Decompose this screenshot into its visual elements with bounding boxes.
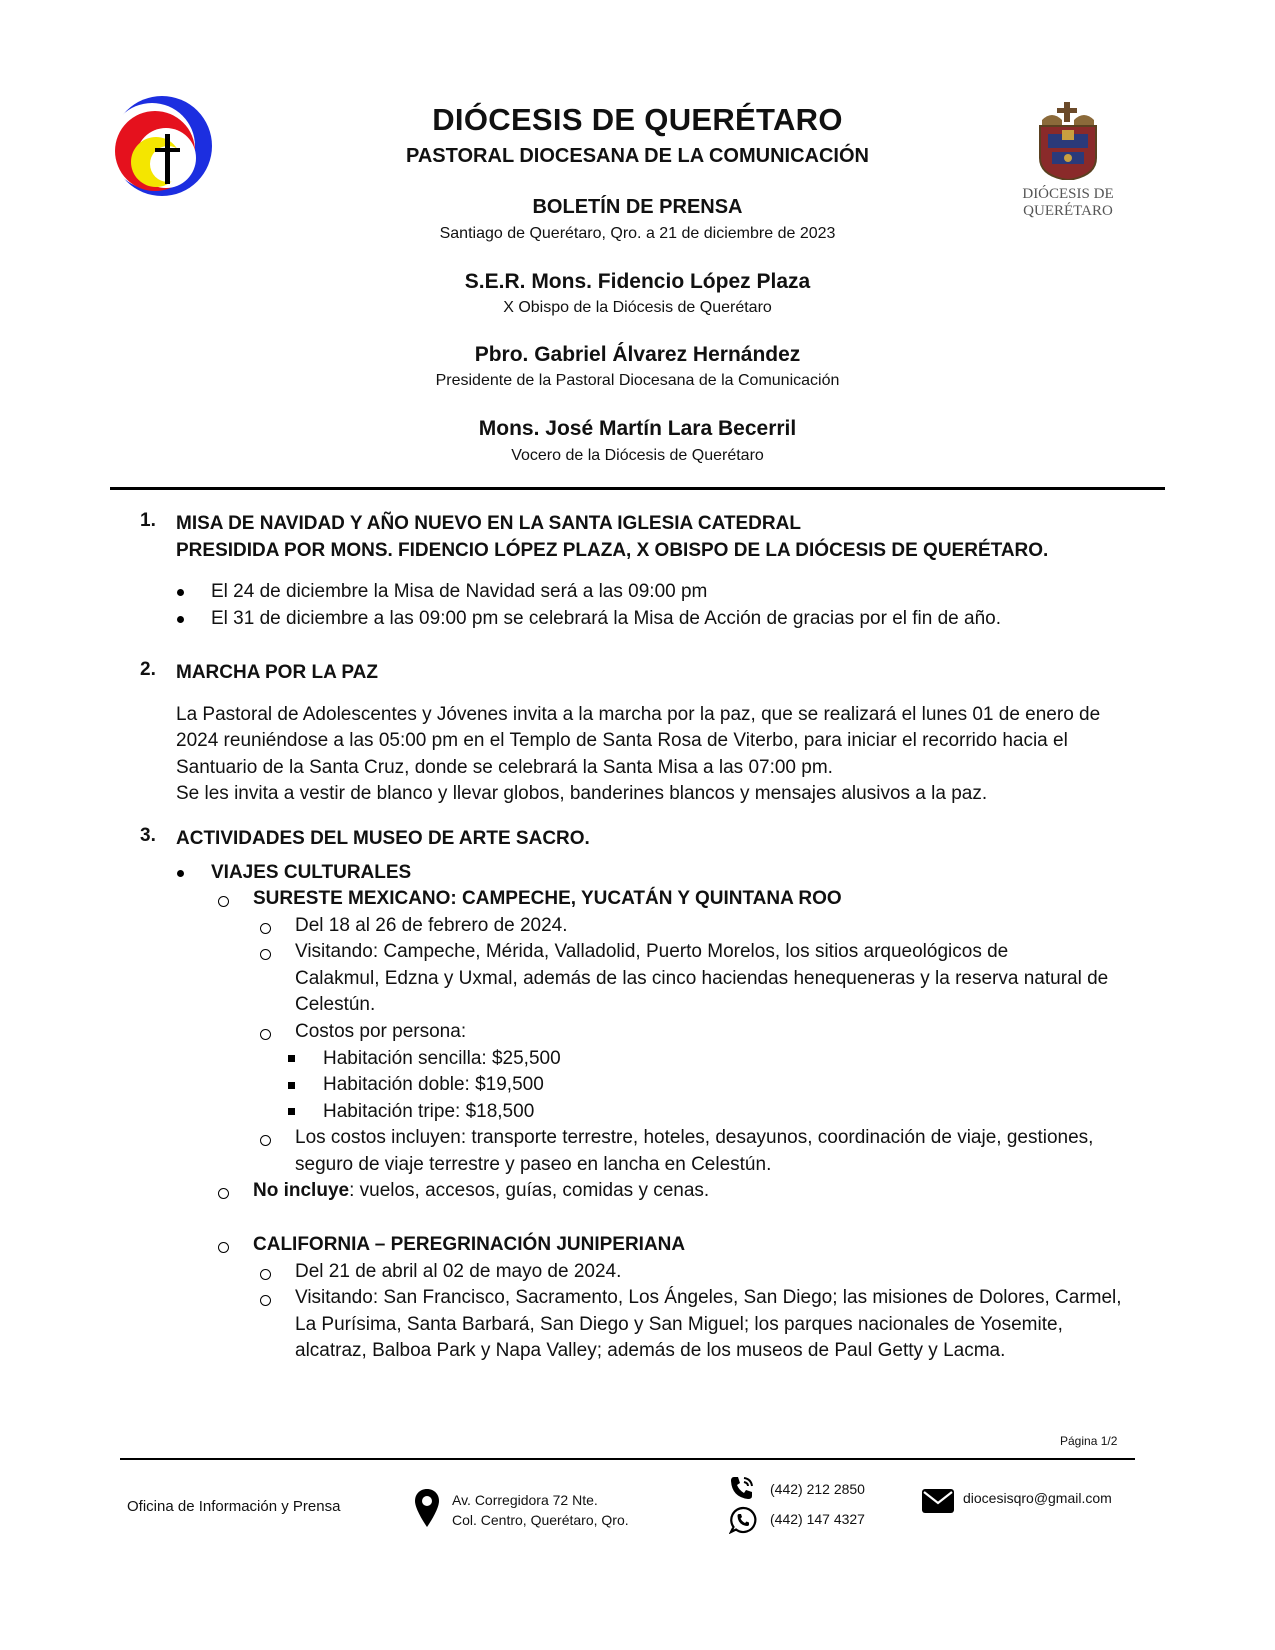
page-subtitle: PASTORAL DIOCESANA DE LA COMUNICACIÓN (406, 145, 869, 167)
trip-2-title: CALIFORNIA – PEREGRINACIÓN JUNIPERIANA (253, 1234, 686, 1255)
footer-address-2: Col. Centro, Querétaro, Qro. (452, 1512, 629, 1528)
location-pin-icon (414, 1488, 440, 1528)
footer-phone: (442) 212 2850 (770, 1481, 865, 1497)
bullet-circle (260, 949, 271, 960)
footer-email: diocesisqro@gmail.com (963, 1490, 1112, 1506)
trip-1-cost-3: Habitación tripe: $18,500 (323, 1101, 535, 1122)
bullet-circle (260, 1269, 271, 1280)
footer-address-1: Av. Corregidora 72 Nte. (452, 1492, 598, 1508)
section-2-para-line-1: La Pastoral de Adolescentes y Jóvenes invita a la marcha por la paz, que se realizará el lunes 01 de enero de (176, 704, 1101, 725)
bullet-circle (260, 923, 271, 934)
section-3-title: ACTIVIDADES DEL MUSEO DE ARTE SACRO. (176, 828, 590, 849)
phone-icon (728, 1474, 756, 1502)
trip-1-visit-line-3: Celestún. (295, 994, 376, 1015)
bullet-circle (218, 1242, 229, 1253)
trip-2-visit-line-3: alcatraz, Balboa Park y Napa Valley; además de los museos de Paul Getty y Lacma. (295, 1340, 1006, 1361)
footer-whatsapp: (442) 147 4327 (770, 1511, 865, 1527)
section-2-para-line-3: Santuario de la Santa Cruz, donde se celebrará la Santa Misa a las 07:00 pm. (176, 757, 833, 778)
section-3-number: 3. (140, 825, 156, 846)
trip-1-title: SURESTE MEXICANO: CAMPECHE, YUCATÁN Y QUINTANA ROO (253, 888, 842, 909)
section-1-bullet-2: El 31 de diciembre a las 09:00 pm se celebrará la Misa de Acción de gracias por el fin de año. (211, 608, 1002, 629)
crest-text-1: DIÓCESIS DE (1022, 186, 1114, 202)
bullet-square (288, 1108, 295, 1115)
bullet-circle (218, 1188, 229, 1199)
trip-1-visit-line-1: Visitando: Campeche, Mérida, Valladolid, Puerto Morelos, los sitios arqueológicos de (295, 941, 1009, 962)
trip-1-includes-line-2: seguro de viaje terrestre y paseo en lancha en Celestún. (295, 1154, 772, 1175)
footer-office: Oficina de Información y Prensa (127, 1498, 341, 1515)
trip-2-visit-line-1: Visitando: San Francisco, Sacramento, Los Ángeles, San Diego; las misiones de Dolores, Carmel, (295, 1287, 1122, 1308)
not-included-text: : vuelos, accesos, guías, comidas y cenas. (349, 1180, 710, 1201)
trip-1-not-included (253, 1177, 709, 1205)
section-2-para-line-2: 2024 reuniéndose a las 05:00 pm en el Templo de Santa Rosa de Viterbo, para iniciar el recorrido hacia el (176, 730, 1068, 751)
trip-1-cost-2: Habitación doble: $19,500 (323, 1074, 544, 1095)
section-3-bullet: VIAJES CULTURALES (211, 862, 412, 883)
section-1-title-line-1: MISA DE NAVIDAD Y AÑO NUEVO EN LA SANTA IGLESIA CATEDRAL (176, 513, 801, 534)
page-title: DIÓCESIS DE QUERÉTARO (432, 102, 843, 137)
person-name-1: S.E.R. Mons. Fidencio López Plaza (464, 270, 811, 293)
bullet-circle (260, 1029, 271, 1040)
not-included-label: No incluye (253, 1180, 350, 1201)
section-2-para-line-4: Se les invita a vestir de blanco y llevar globos, banderines blancos y mensajes alusivos a la paz. (176, 783, 988, 804)
person-name-2: Pbro. Gabriel Álvarez Hernández (474, 343, 801, 366)
bullet-circle (260, 1295, 271, 1306)
bullet-circle (260, 1135, 271, 1146)
section-1-number: 1. (140, 510, 156, 531)
trip-1-cost-1: Habitación sencilla: $25,500 (323, 1048, 561, 1069)
trip-2-dates: Del 21 de abril al 02 de mayo de 2024. (295, 1261, 622, 1282)
bullet-square (288, 1082, 295, 1089)
date-line: Santiago de Querétaro, Qro. a 21 de diciembre de 2023 (439, 225, 836, 242)
footer-divider (120, 1458, 1135, 1460)
bullet-dot (177, 870, 184, 877)
trip-2-visit-line-2: La Purísima, Santa Barbará, San Diego y San Miguel; los parques nacionales de Yosemite, (295, 1314, 1063, 1335)
trip-1-visit-line-2: Calakmul, Edzna y Uxmal, además de las cinco haciendas henequeneras y la reserva natural de (295, 968, 1109, 989)
page-number: Página 1/2 (1060, 1434, 1118, 1448)
section-1-title-line-2: PRESIDIDA POR MONS. FIDENCIO LÓPEZ PLAZA, X OBISPO DE LA DIÓCESIS DE QUERÉTARO. (176, 540, 1049, 561)
trip-1-includes-line-1: Los costos incluyen: transporte terrestre, hoteles, desayunos, coordinación de viaje, gestiones, (295, 1127, 1094, 1148)
section-2-title: MARCHA POR LA PAZ (176, 662, 378, 683)
person-role-3: Vocero de la Diócesis de Querétaro (511, 447, 764, 464)
person-role-1: X Obispo de la Diócesis de Querétaro (503, 299, 772, 316)
bullet-square (288, 1055, 295, 1062)
section-2-number: 2. (140, 659, 156, 680)
bullet-circle (218, 896, 229, 907)
bullet-dot (177, 616, 184, 623)
section-1-bullet-1: El 24 de diciembre la Misa de Navidad será a las 09:00 pm (211, 581, 708, 602)
trip-1-costs-label: Costos por persona: (295, 1021, 467, 1042)
whatsapp-icon (729, 1506, 757, 1534)
bulletin-label: BOLETÍN DE PRENSA (532, 196, 743, 218)
bullet-dot (177, 589, 184, 596)
trip-1-dates: Del 18 al 26 de febrero de 2024. (295, 915, 568, 936)
person-role-2: Presidente de la Pastoral Diocesana de la Comunicación (435, 372, 840, 389)
mail-icon (921, 1488, 955, 1514)
crest-text-2: QUERÉTARO (1023, 203, 1113, 219)
header-divider (110, 487, 1165, 490)
person-name-3: Mons. José Martín Lara Becerril (478, 417, 797, 440)
